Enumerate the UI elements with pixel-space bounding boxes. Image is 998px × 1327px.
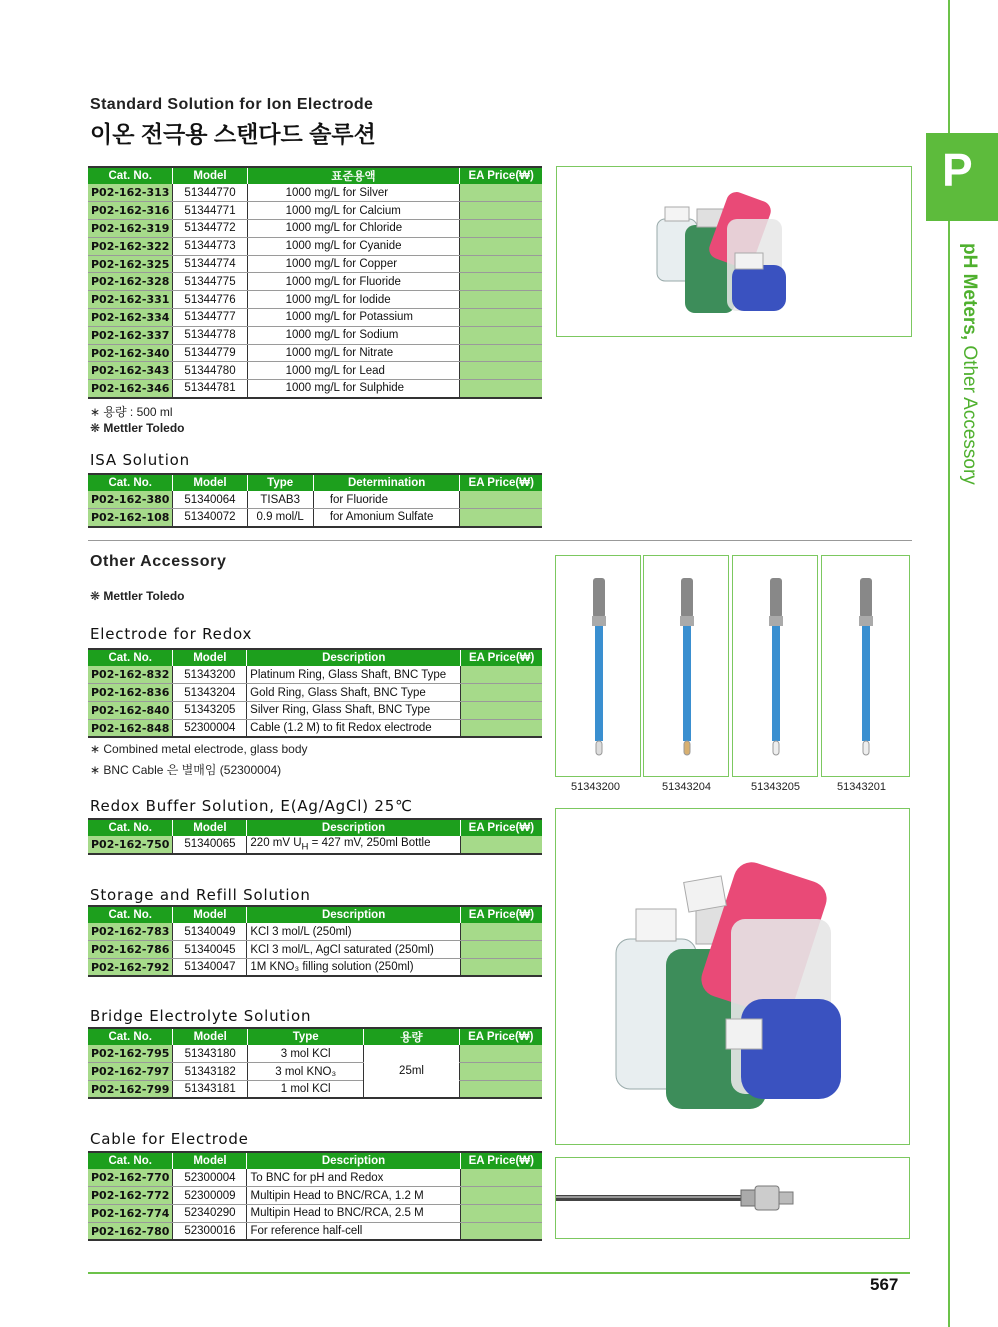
table-row — [88, 380, 542, 398]
model-no: 52300004 — [173, 1169, 247, 1187]
determination: for Amonium Sulfate — [313, 509, 460, 527]
standard-solution-table — [88, 166, 542, 399]
price-cell — [460, 202, 542, 220]
description: Silver Ring, Glass Shaft, BNC Type — [247, 702, 461, 720]
description: 1000 mg/L for Lead — [247, 362, 460, 380]
model-no: 51344777 — [173, 309, 247, 327]
price-cell — [461, 684, 542, 702]
description: Platinum Ring, Glass Shaft, BNC Type — [247, 666, 461, 684]
desc-part-a: 220 mV U — [250, 836, 302, 849]
col-cat: Cat. No. — [88, 819, 173, 836]
col-cat: Cat. No. — [88, 474, 173, 491]
redox-title: Electrode for Redox — [90, 625, 253, 643]
description: 1000 mg/L for Cyanide — [247, 237, 460, 255]
price-cell — [459, 1063, 542, 1081]
solution-bottles-photo — [555, 808, 910, 1145]
standard-brand-note: ❋ Mettler Toledo — [90, 421, 185, 435]
price-cell — [460, 326, 542, 344]
table-row — [88, 1063, 542, 1081]
electrode-caption-3: 51343205 — [751, 781, 800, 793]
model-no: 51340065 — [173, 836, 247, 854]
electrode-caption-2: 51343204 — [662, 781, 711, 793]
cat-no: P02-162-346 — [88, 380, 173, 398]
model-no: 51340064 — [173, 491, 247, 509]
cat-no: P02-162-322 — [88, 237, 173, 255]
cat-no: P02-162-783 — [88, 923, 173, 941]
col-cat: Cat. No. — [88, 906, 173, 923]
model-no: 51343204 — [173, 684, 247, 702]
storage-solution-table — [88, 905, 542, 977]
determination: for Fluoride — [313, 491, 460, 509]
cat-no: P02-162-331 — [88, 291, 173, 309]
price-cell — [460, 344, 542, 362]
model-no: 51343180 — [173, 1045, 248, 1063]
description: KCl 3 mol/L (250ml) — [247, 923, 460, 941]
price-cell — [460, 509, 542, 527]
table-row — [88, 1205, 542, 1223]
price-cell — [460, 380, 542, 398]
col-model: Model — [173, 649, 247, 666]
table-row — [88, 237, 542, 255]
standard-title-ko: 이온 전극용 스탠다드 솔루션 — [90, 121, 376, 147]
model-no: 51343200 — [173, 666, 247, 684]
price-cell — [460, 255, 542, 273]
col-price: EA Price(₩) — [460, 167, 542, 184]
col-price: EA Price(₩) — [460, 474, 542, 491]
redox-buffer-table — [88, 818, 542, 855]
price-cell — [460, 362, 542, 380]
desc-subscript: H — [301, 841, 309, 853]
type-cell: 0.9 mol/L — [247, 509, 313, 527]
model-no: 52340290 — [173, 1205, 247, 1223]
cat-no: P02-162-750 — [88, 836, 173, 854]
col-model: Model — [173, 906, 247, 923]
model-no: 52300009 — [173, 1187, 247, 1205]
standard-title-en: Standard Solution for Ion Electrode — [90, 96, 374, 113]
cable-title: Cable for Electrode — [90, 1130, 249, 1148]
table-row — [88, 941, 542, 959]
price-cell — [459, 1081, 542, 1099]
cat-no: P02-162-340 — [88, 344, 173, 362]
price-cell — [460, 923, 542, 941]
electrode-photo-3 — [732, 555, 818, 777]
other-accessory-title: Other Accessory — [90, 553, 227, 570]
cat-no: P02-162-343 — [88, 362, 173, 380]
redox-note-1: ∗ Combined metal electrode, glass body — [90, 742, 308, 756]
table-row — [88, 202, 542, 220]
table-row — [88, 1169, 542, 1187]
model-no: 51344781 — [173, 380, 247, 398]
table-row — [88, 255, 542, 273]
col-type: Type — [247, 474, 313, 491]
side-label-bold: pH Meters, — [959, 243, 980, 341]
description: 1000 mg/L for Fluoride — [247, 273, 460, 291]
description: 1000 mg/L for Silver — [247, 184, 460, 202]
table-row — [88, 1187, 542, 1205]
model-no: 52300004 — [173, 719, 247, 737]
cat-no: P02-162-832 — [88, 666, 173, 684]
col-description: Description — [247, 1152, 460, 1169]
cat-no: P02-162-840 — [88, 702, 173, 720]
table-row — [88, 273, 542, 291]
description — [247, 836, 460, 854]
isa-title: ISA Solution — [90, 451, 190, 469]
model-no: 51344770 — [173, 184, 247, 202]
price-cell — [460, 184, 542, 202]
section-side-label — [950, 243, 980, 533]
volume-cell: 25ml — [364, 1045, 459, 1098]
electrode-photo-2 — [643, 555, 729, 777]
col-type: Type — [247, 1028, 364, 1045]
col-cat: Cat. No. — [88, 1152, 173, 1169]
cat-no: P02-162-313 — [88, 184, 173, 202]
table-row — [88, 719, 542, 737]
col-cat: Cat. No. — [88, 1028, 173, 1045]
price-cell — [459, 1045, 542, 1063]
desc-part-b: = 427 mV, 250ml Bottle — [308, 836, 431, 849]
col-price: EA Price(₩) — [460, 819, 542, 836]
table-row — [88, 326, 542, 344]
electrode-caption-1: 51343200 — [571, 781, 620, 793]
col-model: Model — [173, 1028, 248, 1045]
table-row — [88, 923, 542, 941]
cat-no: P02-162-786 — [88, 941, 173, 959]
electrode-photo-4 — [821, 555, 910, 777]
description: 1000 mg/L for Sodium — [247, 326, 460, 344]
price-cell — [460, 237, 542, 255]
price-cell — [460, 1222, 542, 1240]
description: KCl 3 mol/L, AgCl saturated (250ml) — [247, 941, 460, 959]
electrode-caption-4: 51343201 — [837, 781, 886, 793]
type-cell: 3 mol KCl — [247, 1045, 364, 1063]
cat-no: P02-162-836 — [88, 684, 173, 702]
price-cell — [460, 291, 542, 309]
description: Cable (1.2 M) to fit Redox electrode — [247, 719, 461, 737]
description: For reference half-cell — [247, 1222, 460, 1240]
col-price: EA Price(₩) — [459, 1028, 542, 1045]
type-cell: 3 mol KNO₃ — [247, 1063, 364, 1081]
model-no: 52300016 — [173, 1222, 247, 1240]
price-cell — [460, 1205, 542, 1223]
price-cell — [460, 273, 542, 291]
page-number: 567 — [870, 1275, 899, 1294]
cat-no: P02-162-797 — [88, 1063, 173, 1081]
model-no: 51344780 — [173, 362, 247, 380]
redox-electrode-table — [88, 648, 542, 738]
description: To BNC for pH and Redox — [247, 1169, 460, 1187]
footer-rule — [88, 1272, 910, 1274]
table-row — [88, 344, 542, 362]
cat-no: P02-162-799 — [88, 1081, 173, 1099]
cable-table — [88, 1151, 542, 1241]
table-row — [88, 959, 542, 977]
description: Multipin Head to BNC/RCA, 1.2 M — [247, 1187, 460, 1205]
standard-volume-note: ∗ 용량 : 500 ml — [90, 405, 173, 419]
model-no: 51340045 — [173, 941, 247, 959]
redox-note-2: ∗ BNC Cable 은 별매임 (52300004) — [90, 763, 282, 777]
cable-photo — [555, 1157, 910, 1239]
model-no: 51340049 — [173, 923, 247, 941]
col-description: Description — [247, 906, 460, 923]
cat-no: P02-162-772 — [88, 1187, 173, 1205]
table-row — [88, 1045, 542, 1063]
table-row — [88, 291, 542, 309]
table-row — [88, 666, 542, 684]
cat-no: P02-162-780 — [88, 1222, 173, 1240]
model-no: 51343205 — [173, 702, 247, 720]
cat-no: P02-162-108 — [88, 509, 173, 527]
col-model: Model — [173, 1152, 247, 1169]
description: 1000 mg/L for Copper — [247, 255, 460, 273]
model-no: 51340072 — [173, 509, 247, 527]
col-price: EA Price(₩) — [460, 906, 542, 923]
bridge-electrolyte-table — [88, 1027, 542, 1099]
model-no: 51344771 — [173, 202, 247, 220]
cat-no: P02-162-334 — [88, 309, 173, 327]
col-cat: Cat. No. — [88, 649, 173, 666]
cat-no: P02-162-316 — [88, 202, 173, 220]
cat-no: P02-162-848 — [88, 719, 173, 737]
table-row — [88, 1081, 542, 1099]
model-no: 51344779 — [173, 344, 247, 362]
model-no: 51344775 — [173, 273, 247, 291]
cat-no: P02-162-380 — [88, 491, 173, 509]
description: Gold Ring, Glass Shaft, BNC Type — [247, 684, 461, 702]
cat-no: P02-162-774 — [88, 1205, 173, 1223]
model-no: 51344772 — [173, 220, 247, 238]
electrode-photo-1 — [555, 555, 641, 777]
col-description: Description — [247, 649, 461, 666]
table-row — [88, 184, 542, 202]
table-row — [88, 362, 542, 380]
description: 1000 mg/L for Iodide — [247, 291, 460, 309]
cat-no: P02-162-319 — [88, 220, 173, 238]
price-cell — [460, 220, 542, 238]
col-price: EA Price(₩) — [461, 649, 542, 666]
cat-no: P02-162-337 — [88, 326, 173, 344]
col-determination: Determination — [313, 474, 460, 491]
cat-no: P02-162-795 — [88, 1045, 173, 1063]
description: Multipin Head to BNC/RCA, 2.5 M — [247, 1205, 460, 1223]
price-cell — [460, 309, 542, 327]
table-row — [88, 684, 542, 702]
price-cell — [461, 719, 542, 737]
price-cell — [460, 1187, 542, 1205]
model-no: 51344778 — [173, 326, 247, 344]
description: 1M KNO₃ filling solution (250ml) — [247, 959, 460, 977]
col-model: Model — [173, 474, 247, 491]
storage-title: Storage and Refill Solution — [90, 886, 311, 904]
model-no: 51344776 — [173, 291, 247, 309]
price-cell — [460, 836, 542, 854]
description: 1000 mg/L for Chloride — [247, 220, 460, 238]
standard-solution-photo — [556, 166, 912, 337]
type-cell: 1 mol KCl — [247, 1081, 364, 1099]
cat-no: P02-162-325 — [88, 255, 173, 273]
cat-no: P02-162-770 — [88, 1169, 173, 1187]
bridge-title: Bridge Electrolyte Solution — [90, 1007, 312, 1025]
cat-no: P02-162-792 — [88, 959, 173, 977]
table-row — [88, 836, 542, 854]
table-row — [88, 220, 542, 238]
section-tab: P — [926, 133, 998, 221]
table-row — [88, 509, 542, 527]
model-no: 51344773 — [173, 237, 247, 255]
description: 1000 mg/L for Nitrate — [247, 344, 460, 362]
type-cell: TISAB3 — [247, 491, 313, 509]
col-cat: Cat. No. — [88, 167, 173, 184]
table-row — [88, 309, 542, 327]
buffer-title: Redox Buffer Solution, E(Ag/AgCl) 25℃ — [90, 797, 413, 815]
col-model: Model — [173, 167, 247, 184]
description: 1000 mg/L for Calcium — [247, 202, 460, 220]
price-cell — [460, 941, 542, 959]
description: 1000 mg/L for Sulphide — [247, 380, 460, 398]
col-price: EA Price(₩) — [460, 1152, 542, 1169]
price-cell — [460, 1169, 542, 1187]
cat-no: P02-162-328 — [88, 273, 173, 291]
model-no: 51343182 — [173, 1063, 248, 1081]
model-no: 51344774 — [173, 255, 247, 273]
model-no: 51340047 — [173, 959, 247, 977]
col-standard: 표준용액 — [247, 167, 460, 184]
col-description: Description — [247, 819, 460, 836]
price-cell — [460, 491, 542, 509]
price-cell — [460, 959, 542, 977]
table-row — [88, 702, 542, 720]
isa-table — [88, 473, 542, 528]
col-volume: 용량 — [364, 1028, 459, 1045]
other-brand-note: ❋ Mettler Toledo — [90, 589, 185, 603]
table-row — [88, 491, 542, 509]
price-cell — [461, 702, 542, 720]
price-cell — [461, 666, 542, 684]
side-label-rest: Other Accessory — [959, 340, 980, 485]
model-no: 51343181 — [173, 1081, 248, 1099]
section-divider — [88, 540, 912, 541]
description: 1000 mg/L for Potassium — [247, 309, 460, 327]
col-model: Model — [173, 819, 247, 836]
table-row — [88, 1222, 542, 1240]
